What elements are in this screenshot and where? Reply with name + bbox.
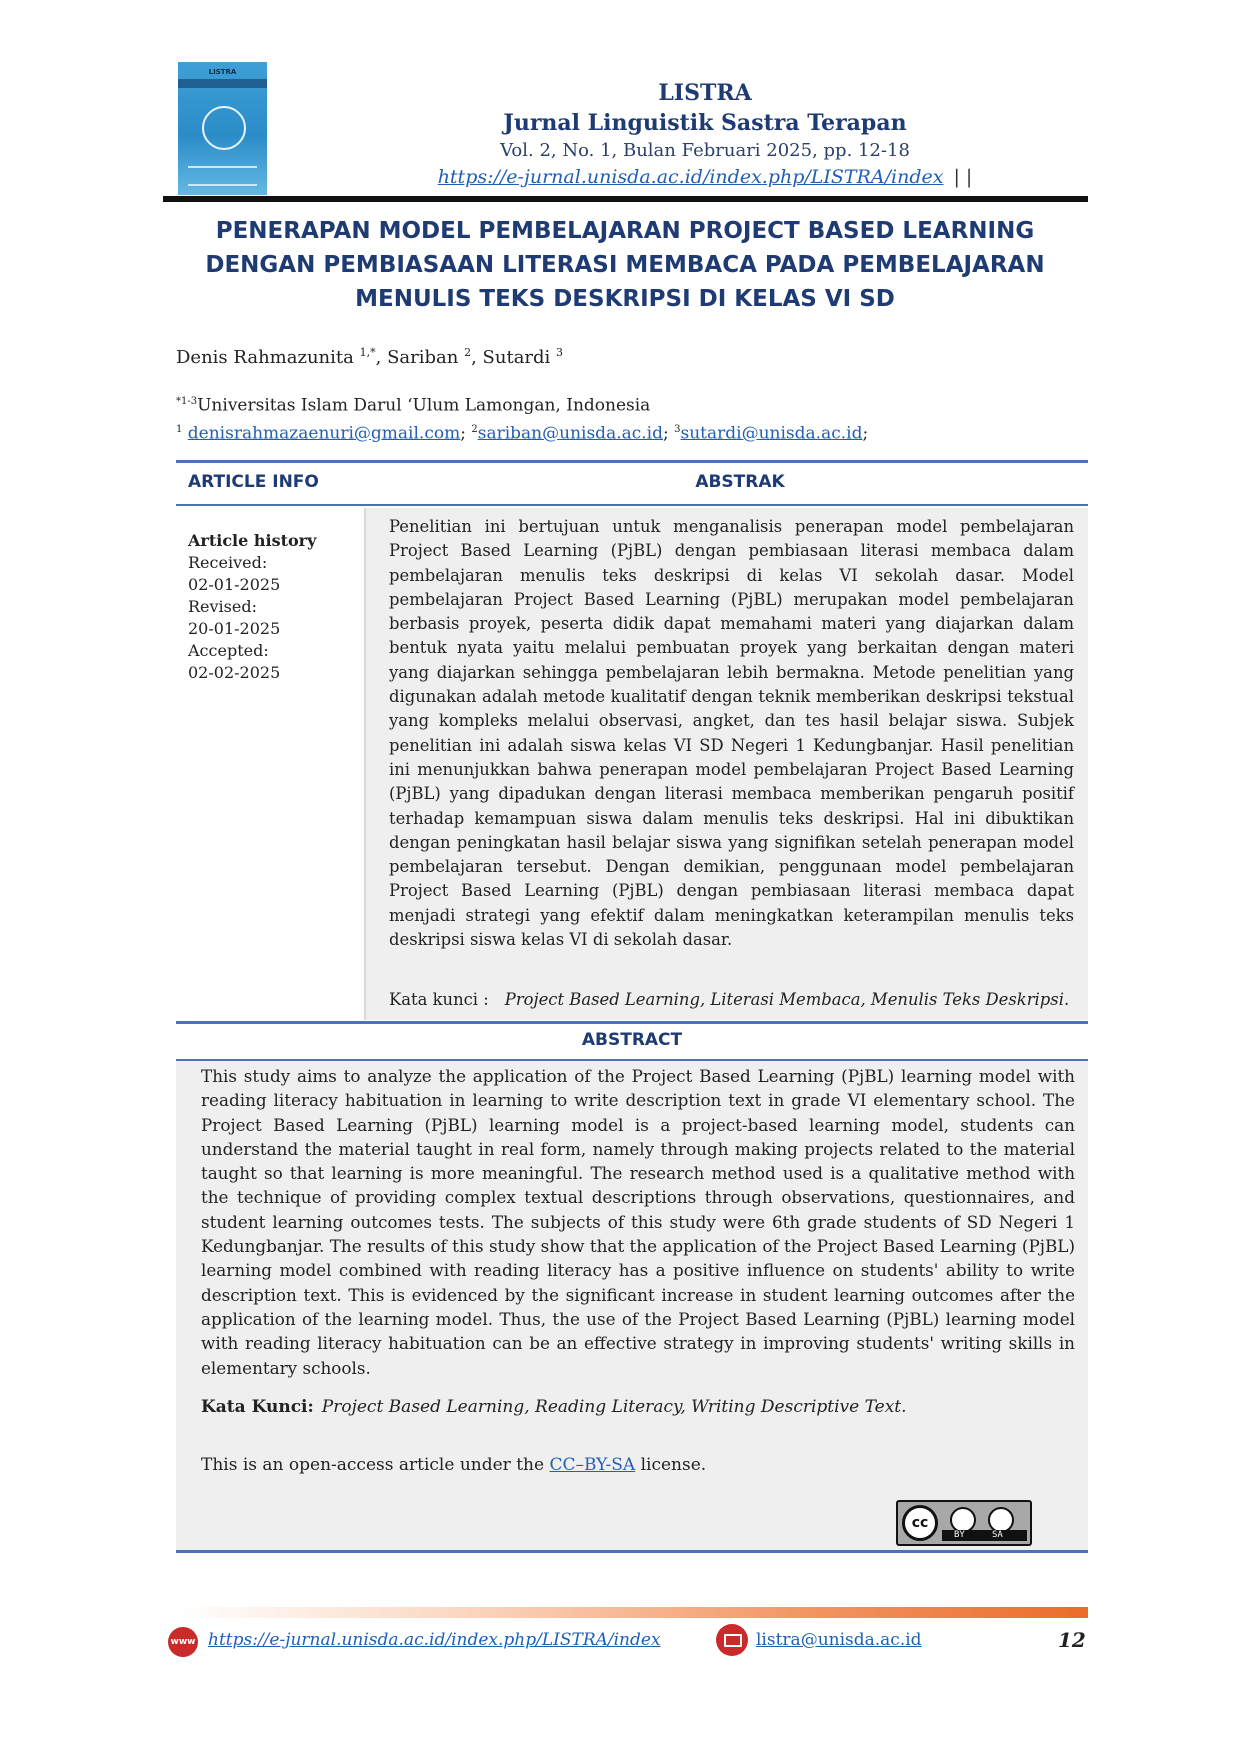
cc-by-sa-badge-icon[interactable] bbox=[896, 1500, 1032, 1546]
header-separator: | | bbox=[953, 166, 973, 188]
header-rule bbox=[163, 196, 1088, 202]
received-date: 02-01-2025 bbox=[188, 575, 281, 594]
journal-cover-image bbox=[178, 62, 267, 195]
page-number: 12 bbox=[1058, 1628, 1086, 1652]
footer-email-link[interactable]: listra@unisda.ac.id bbox=[756, 1630, 922, 1650]
abstract-body: This study aims to analyze the application of the Project Based Learning (PjBL) learning model with reading literacy habituation in learning to write description text in grade VI elementary school. The Project Based Learning (PjBL) learning model is a project-based learning model, students can understand the material taught in real form, namely through making projects related to the material taught so that learning is more meaningful. The research method used is a qualitative method with the technique of providing complex textual descriptions through observations, questionnaires, and student learning outcomes tests. The subjects of this study were 6th grade students of SD Negeri 1 Kedungbanjar. The results of this study show that the application of the Project Based Learning (PjBL) learning model combined with reading literacy has a positive influence on students' ability to write description text. This is evidenced by the significant increase in student learning outcomes after the application of the learning model. Thus, the use of the Project Based Learning (PjBL) learning model with reading literacy habituation can be an effective strategy in improving students' writing skills in elementary schools. bbox=[201, 1066, 1075, 1378]
abstrak-bottom-rule bbox=[176, 1021, 1088, 1024]
footer-url-link[interactable]: https://e-jurnal.unisda.ac.id/index.php/LISTRA/index bbox=[208, 1630, 661, 1650]
revised-label: Revised: bbox=[188, 597, 257, 616]
cover-banner bbox=[178, 79, 267, 88]
received-label: Received: bbox=[188, 553, 268, 572]
accepted-label: Accepted: bbox=[188, 641, 269, 660]
keywords-value: Project Based Learning, Literasi Membaca, Menulis Teks Deskripsi bbox=[504, 990, 1064, 1009]
cover-footer-lines bbox=[188, 166, 257, 186]
title-line-3: MENULIS TEKS DESKRIPSI DI KELAS VI SD bbox=[355, 286, 895, 312]
accepted-date: 02-02-2025 bbox=[188, 663, 281, 682]
keywords-label: Kata Kunci: bbox=[201, 1397, 314, 1417]
title-line-1: PENERAPAN MODEL PEMBELAJARAN PROJECT BASED LEARNING bbox=[215, 218, 1035, 244]
author-2: Sariban bbox=[387, 347, 459, 368]
license-statement: This is an open-access article under the CC–BY-SA license. bbox=[201, 1455, 707, 1475]
abstrak-heading: ABSTRAK bbox=[695, 472, 785, 492]
title-line-2: DENGAN PEMBIASAAN LITERASI MEMBACA PADA PEMBELAJARAN bbox=[205, 252, 1045, 278]
abstract-heading: ABSTRACT bbox=[581, 1030, 683, 1050]
abstrak-body: Penelitian ini bertujuan untuk menganalisis penerapan model pembelajaran Project Based Learning (PjBL) dengan pembiasaan literasi membaca dalam pembelajaran menulis teks deskripsi di kelas VI sekolah dasar. Model pembelajaran Project Based Learning (PjBL) merupakan model pembelajaran berbasis proyek, peserta didik dapat memahami materi yang diajarkan dalam bentuk nyata yaitu melalui pembuatan proyek yang berkaitan dengan materi yang diajarkan sehingga pembelajaran lebih bermakna. Metode penelitian yang digunakan adalah metode kualitatif dengan teknik memberikan deskripsi tekstual yang kompleks melalui observasi, angket, dan tes hasil belajar siswa. Subjek penelitian ini adalah siswa kelas VI SD Negeri 1 Kedungbanjar. Hasil penelitian ini menunjukkan bahwa penerapan model pembelajaran Project Based Learning (PjBL) yang dipadukan dengan literasi membaca memberikan pengaruh positif terhadap kemampuan siswa dalam menulis teks deskripsi. Hal ini dibuktikan dengan peningkatan hasil belajar siswa yang signifikan setelah penerapan model pembelajaran tersebut. Dengan demikian, penggunaan model pembelajaran Project Based Learning (PjBL) dengan pembiasaan literasi membaca dapat menjadi strategi yang efektif dalam meningkatkan keterampilan menulis teks deskripsi siswa kelas VI di sekolah dasar. bbox=[389, 517, 1074, 950]
cover-emblem-icon bbox=[202, 106, 246, 150]
author-1: Denis Rahmazunita bbox=[176, 347, 354, 368]
journal-short-name: LISTRA bbox=[658, 80, 752, 106]
author-3: Sutardi bbox=[482, 347, 551, 368]
mail-icon bbox=[716, 1624, 748, 1656]
abstrak-keywords: Kata kunci : Project Based Learning, Literasi Membaca, Menulis Teks Deskripsi. bbox=[389, 990, 1070, 1009]
journal-name: Jurnal Linguistik Sastra Terapan bbox=[503, 110, 907, 136]
email-link-2[interactable]: sariban@unisda.ac.id bbox=[477, 423, 663, 444]
journal-url-link[interactable]: https://e-jurnal.unisda.ac.id/index.php/LISTRA/index bbox=[437, 166, 944, 188]
email-link-3[interactable]: sutardi@unisda.ac.id bbox=[680, 423, 863, 444]
article-history bbox=[188, 530, 316, 684]
info-top-rule bbox=[176, 460, 1088, 463]
article-title bbox=[170, 214, 1080, 316]
abstract-bottom-rule bbox=[176, 1550, 1088, 1553]
footer-gradient-bar bbox=[176, 1607, 1088, 1618]
affiliation: Universitas Islam Darul ‘Ulum Lamongan, Indonesia bbox=[197, 395, 651, 416]
cover-title: LISTRA bbox=[208, 68, 237, 76]
info-header-rule bbox=[176, 504, 1088, 506]
keywords-label: Kata kunci : bbox=[389, 990, 489, 1009]
affiliation-block: $^{*1-3}$Universitas Islam Darul ‘Ulum Lamongan, Indonesia $^1$ denisrahmazaenuri@gmail.com; $^2$sariban@unisda.ac.id; $^3$sutardi@unisda.ac.id; bbox=[176, 395, 869, 444]
author-list: Denis Rahmazunita $^{1,*}$, Sariban $^2$, Sutardi $^3$ bbox=[176, 346, 564, 368]
article-info-heading: ARTICLE INFO bbox=[188, 472, 319, 492]
journal-volume: Vol. 2, No. 1, Bulan Februari 2025, pp. 12-18 bbox=[500, 140, 910, 161]
revised-date: 20-01-2025 bbox=[188, 619, 281, 638]
license-link[interactable]: CC–BY-SA bbox=[549, 1455, 636, 1475]
badge-label-strip: BY SA bbox=[942, 1530, 1027, 1541]
history-label: Article history bbox=[188, 531, 317, 550]
keywords-value: Project Based Learning, Reading Literacy, Writing Descriptive Text. bbox=[321, 1397, 907, 1417]
cc-icon: cc bbox=[902, 1505, 938, 1541]
email-link-1[interactable]: denisrahmazaenuri@gmail.com bbox=[187, 423, 461, 444]
journal-header bbox=[330, 78, 1080, 190]
abstract-keywords bbox=[201, 1397, 907, 1417]
globe-icon: www bbox=[168, 1627, 198, 1657]
